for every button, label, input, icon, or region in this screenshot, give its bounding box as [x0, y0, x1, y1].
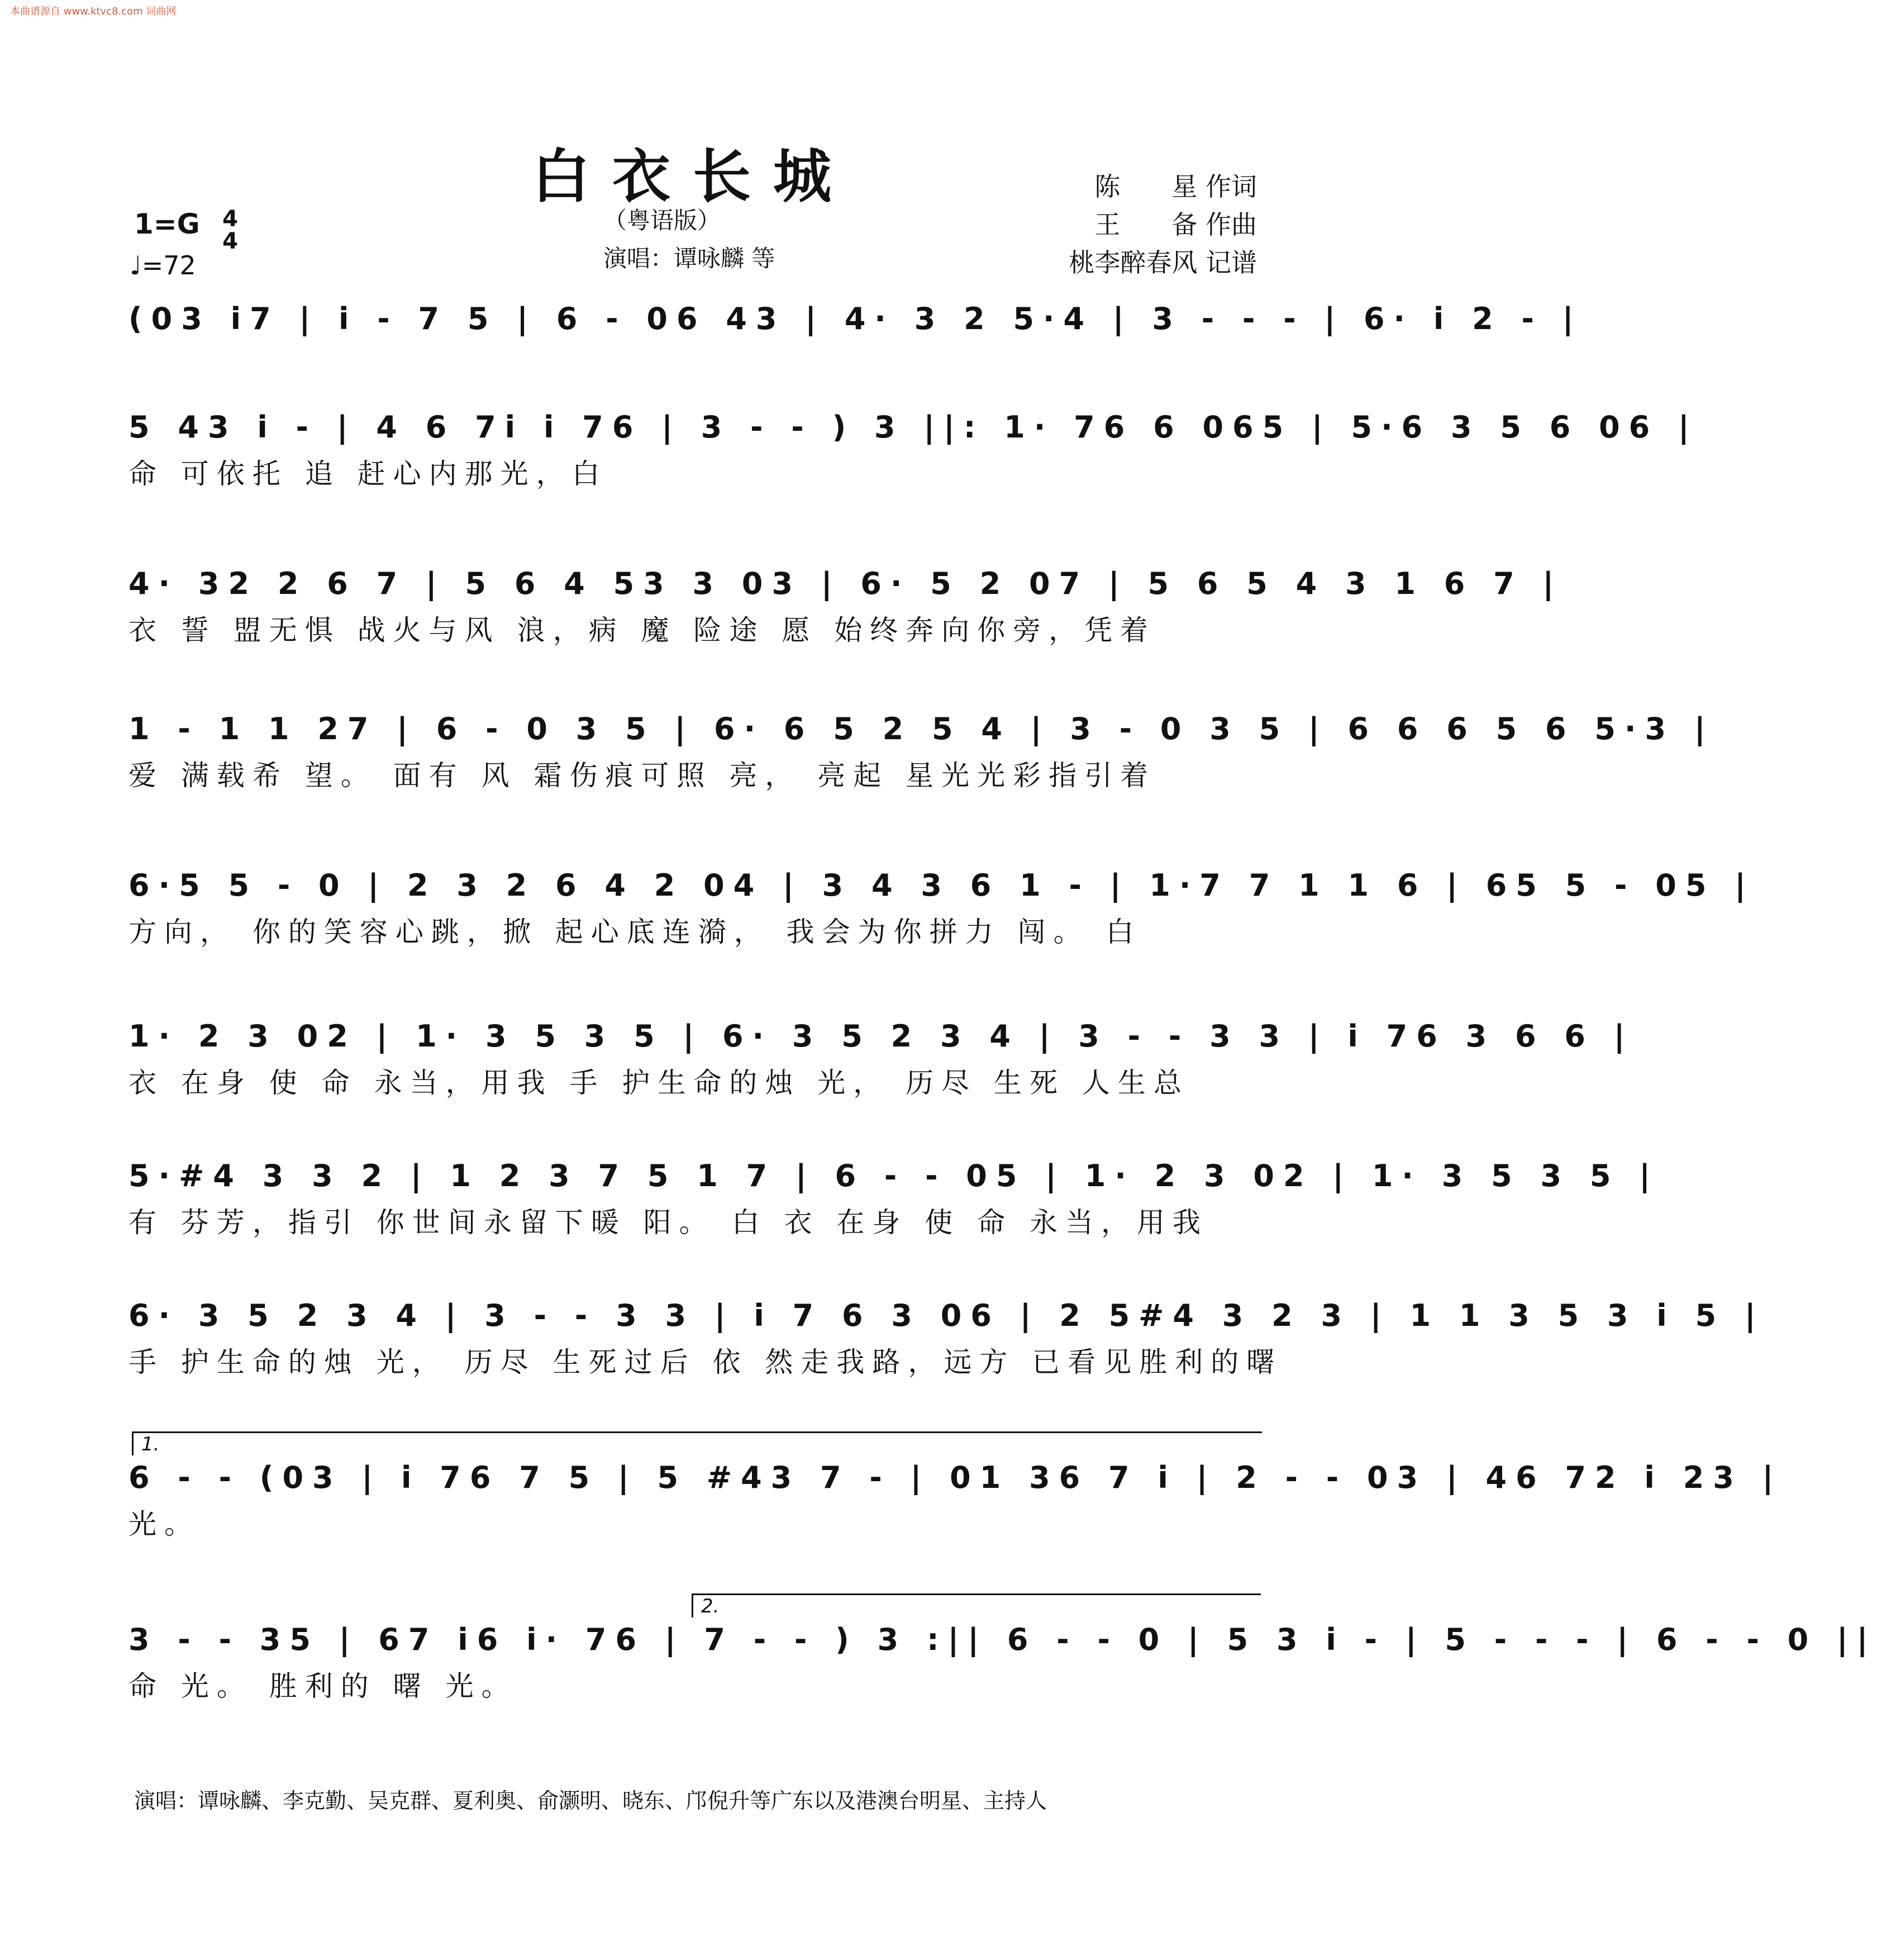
staff-notes: 5 43 i - | 4 6 7i i 76 | 3 - - ) 3 ||: 1· 76 6 065 | 5·6 3 5 6 06 | [128, 410, 1698, 445]
credits [1069, 168, 1257, 282]
staff-notes: 3 - - 35 | 67 i6 i· 76 | 7 - - ) 3 :|| 6 - - 0 | 5 3 i - | 5 - - - | 6 - - 0 || [128, 1622, 1877, 1657]
staff-notes: 6 - - (03 | i 76 7 5 | 5 #43 7 - | 01 36 7 i | 2 - - 03 | 46 72 i 23 | [128, 1460, 1783, 1495]
staff-lyrics: 爱 满载希 望。 面有 风 霜伤痕可照 亮， 亮起 星光光彩指引着 [128, 759, 1156, 792]
time-signature-top: 4 [222, 206, 238, 232]
singer-line: 演唱：谭咏麟 等 [603, 245, 775, 272]
time-signature [219, 208, 241, 253]
volta-1-bracket [132, 1431, 1262, 1455]
staff-lyrics: 手 护生命的烛 光， 历尽 生死过后 依 然走我路，远方 已看见胜利的曙 [128, 1346, 1283, 1378]
transcriber-credit: 桃李醉春风 记谱 [1069, 248, 1257, 278]
staff-notes: 1· 2 3 02 | 1· 3 5 3 5 | 6· 3 5 2 3 4 | 3 - - 3 3 | i 76 3 6 6 | [128, 1019, 1634, 1054]
staff-notes: (03 i7 | i - 7 5 | 6 - 06 43 | 4· 3 2 5·4 | 3 - - - | 6· i 2 - | [128, 301, 1583, 336]
staff-notes: 6· 3 5 2 3 4 | 3 - - 3 3 | i 7 6 3 06 | 2 5#4 3 2 3 | 1 1 3 5 3 i 5 | [128, 1298, 1765, 1333]
volta-1-label: 1. [141, 1433, 160, 1455]
staff-lyrics: 光。 [128, 1508, 200, 1540]
tempo-marking: ♩=72 [130, 250, 196, 280]
song-title: 白衣长城 [531, 142, 854, 211]
staff-notes: 5·#4 3 3 2 | 1 2 3 7 5 1 7 | 6 - - 05 | 1· 2 3 02 | 1· 3 5 3 5 | [128, 1158, 1659, 1193]
volta-2-bracket [692, 1593, 1261, 1618]
composer-credit: 王 备 作曲 [1094, 210, 1257, 240]
lyricist-credit: 陈 星 作词 [1094, 172, 1257, 202]
staff-lyrics: 衣 誓 盟无惧 战火与风 浪，病 魔 险途 愿 始终奔向你旁，凭着 [128, 614, 1156, 646]
staff-lyrics: 有 芬芳，指引 你世间永留下暖 阳。 白 衣 在身 使 命 永当，用我 [128, 1206, 1209, 1239]
staff-notes: 4· 32 2 6 7 | 5 6 4 53 3 03 | 6· 5 2 07 | 5 6 5 4 3 1 6 7 | [128, 566, 1563, 601]
staff-notes: 6·5 5 - 0 | 2 3 2 6 4 2 04 | 3 4 3 6 1 - | 1·7 7 1 1 6 | 65 5 - 05 | [128, 868, 1755, 903]
staff-lyrics: 方向， 你的笑容心跳，掀 起心底连漪， 我会为你拼力 闯。 白 [128, 916, 1142, 948]
watermark: 本曲谱源自 www.ktvc8.com 词曲网 [10, 6, 177, 17]
volta-2-label: 2. [701, 1595, 720, 1618]
staff-notes: 1 - 1 1 27 | 6 - 0 3 5 | 6· 6 5 2 5 4 | 3 - 0 3 5 | 6 6 6 5 6 5·3 | [128, 711, 1714, 746]
performers-footer: 演唱：谭咏麟、李克勤、吴克群、夏利奥、俞灏明、晓东、邝倪升等广东以及港澳台明星、主持人 [134, 1788, 1047, 1813]
staff-lyrics: 命 可依托 追 赶心内那光，白 [128, 458, 608, 490]
time-signature-bottom: 4 [222, 229, 238, 254]
subtitle: （粤语版） [603, 207, 721, 234]
staff-lyrics: 命 光。 胜利的 曙 光。 [128, 1670, 517, 1702]
key-signature: 1=G [134, 208, 200, 240]
staff-lyrics: 衣 在身 使 命 永当，用我 手 护生命的烛 光， 历尽 生死 人生总 [128, 1067, 1189, 1099]
